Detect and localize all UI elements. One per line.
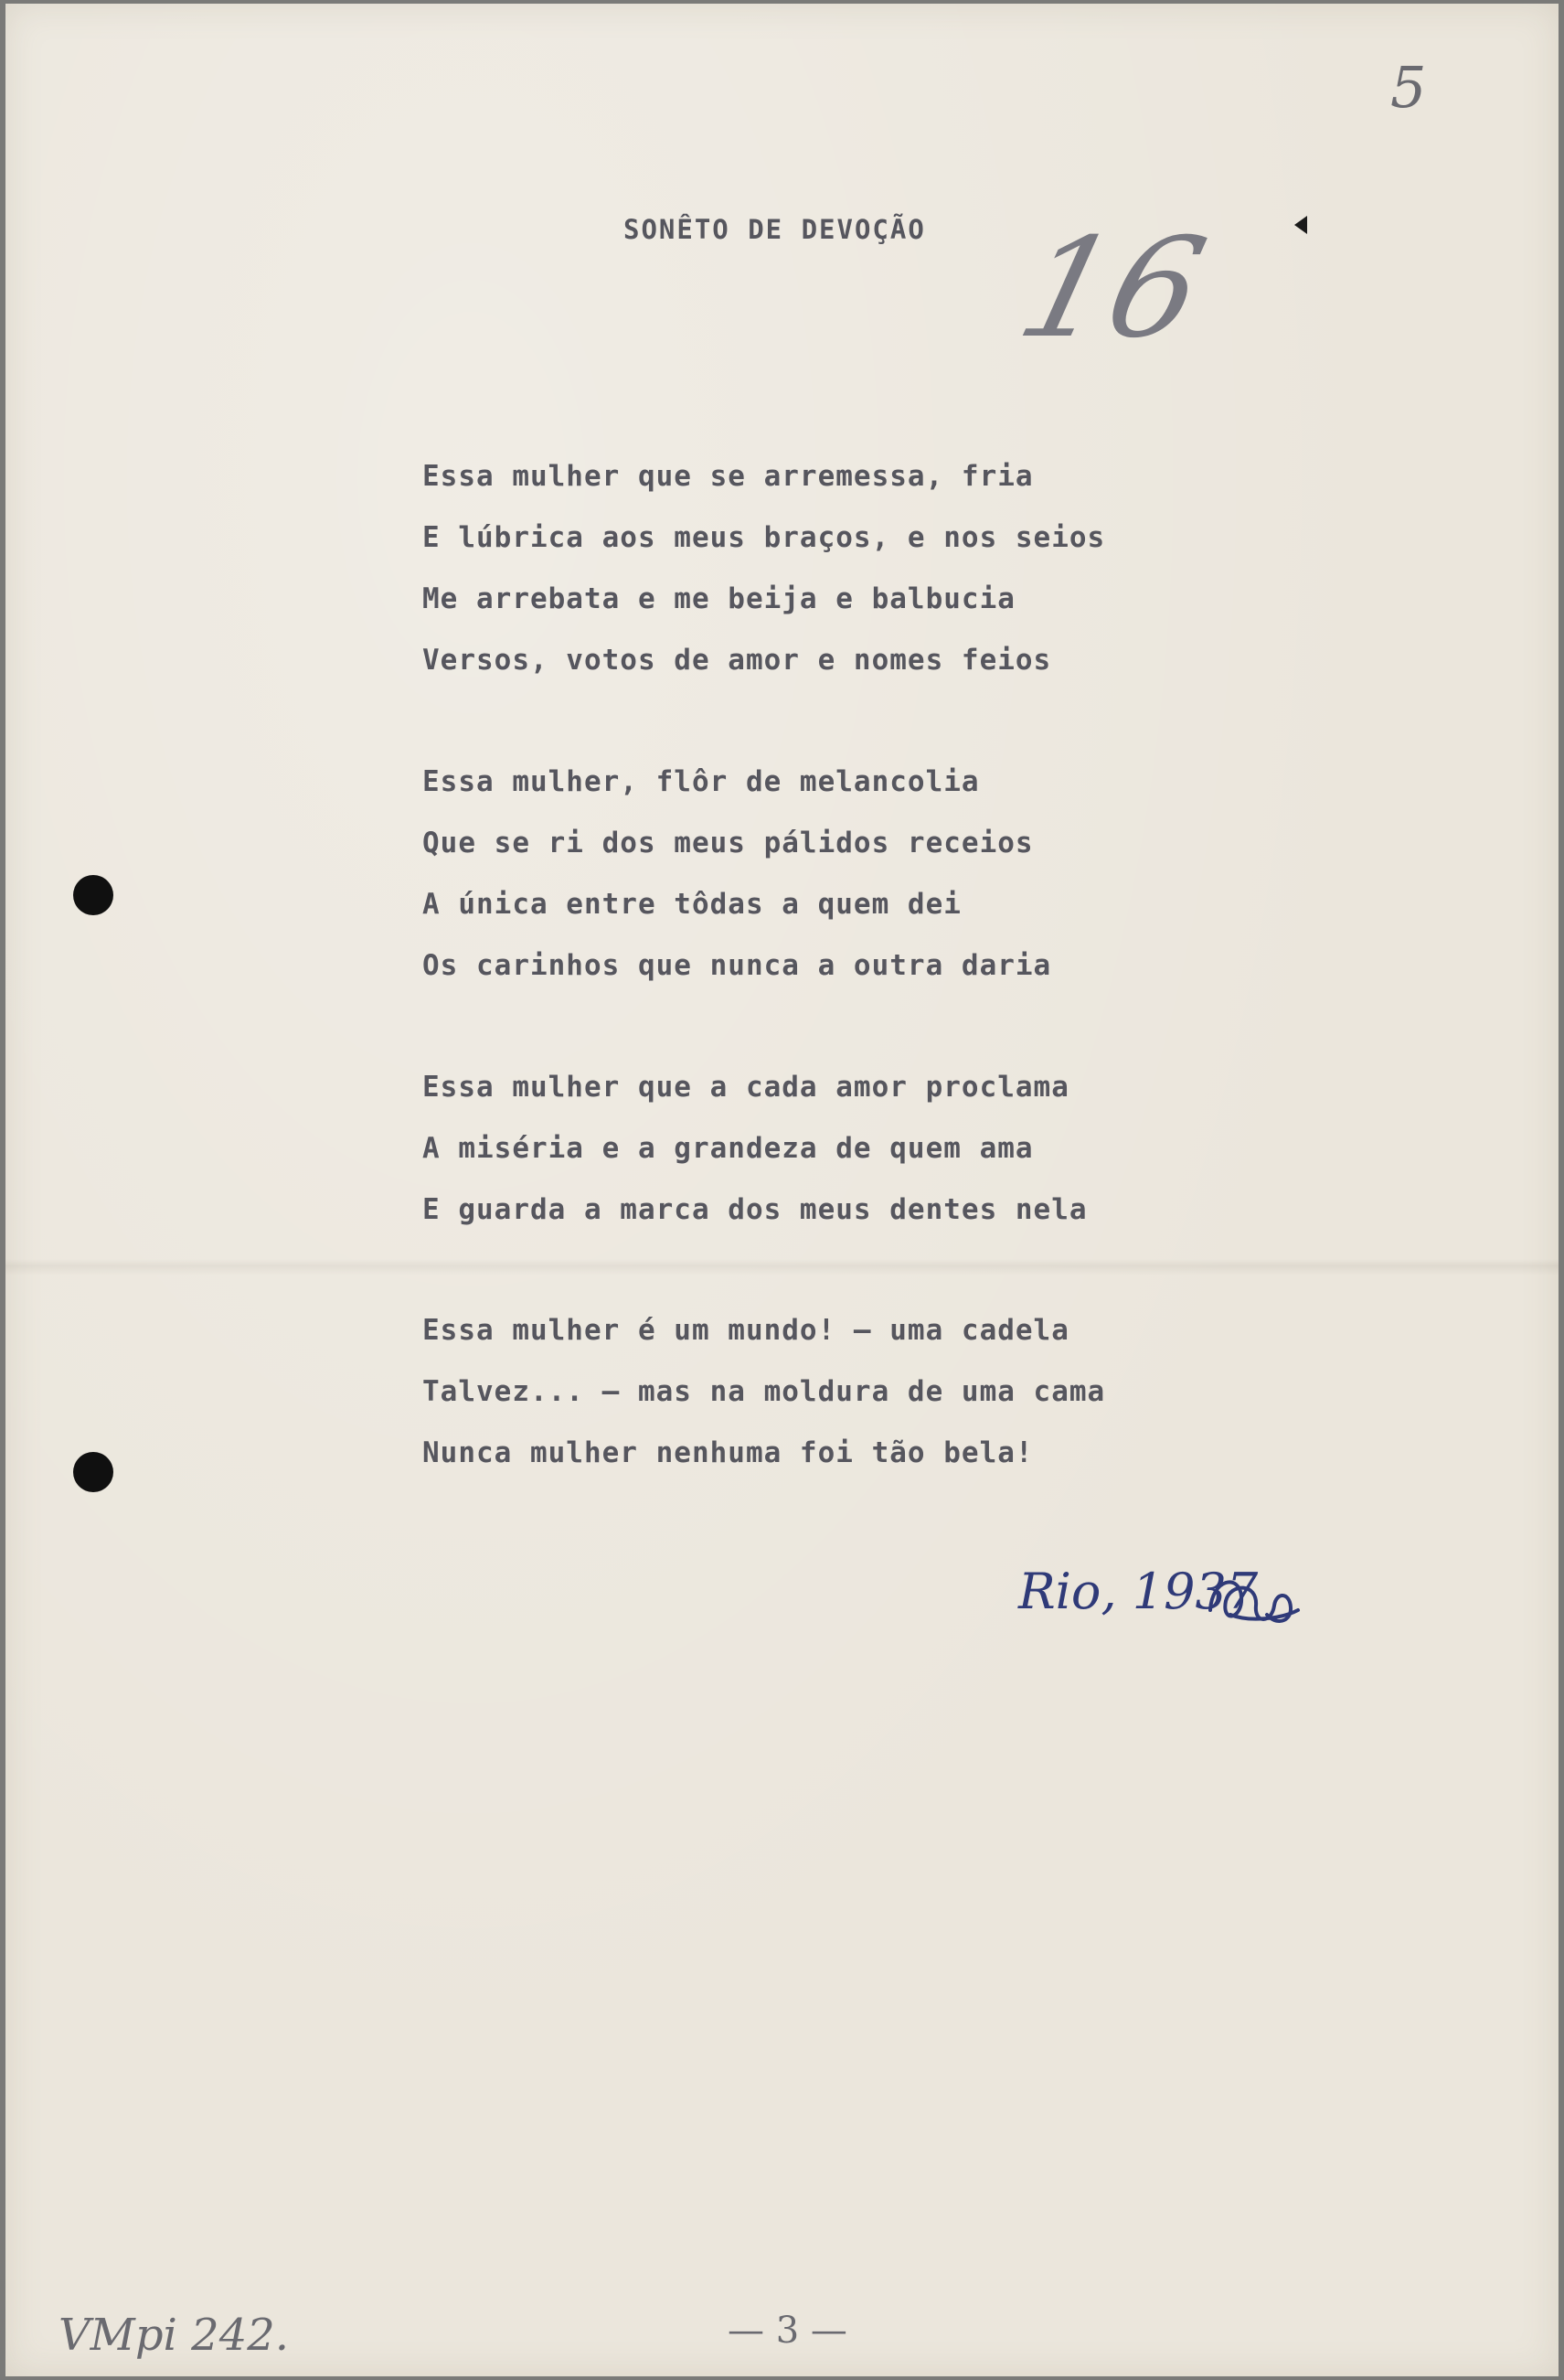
verse-line: Nunca mulher nenhuma foi tão bela!: [422, 1436, 1034, 1469]
verse-line: Essa mulher que a cada amor proclama: [422, 1071, 1069, 1104]
corner-page-number: 5: [1390, 54, 1427, 121]
verse-line: Essa mulher que se arremessa, fria: [422, 460, 1034, 493]
stanza-1: [422, 446, 1105, 691]
verse-line: A miséria e a grandeza de quem ama: [422, 1132, 1034, 1165]
sheet-number: 16: [1005, 209, 1219, 368]
stanza-3: [422, 1057, 1088, 1241]
signature-place-date: Rio, 1937: [1018, 1563, 1259, 1620]
punch-hole-upper: [73, 875, 113, 915]
verse-line: Que se ri dos meus pálidos receios: [422, 827, 1034, 859]
stanza-2: [422, 752, 1051, 997]
verse-line: E guarda a marca dos meus dentes nela: [422, 1193, 1088, 1226]
verse-line: Versos, votos de amor e nomes feios: [422, 644, 1052, 677]
document-sheet: [5, 4, 1559, 2376]
poem-title: SONÊTO DE DEVOÇÃO: [623, 214, 926, 245]
verse-line: Os carinhos que nunca a outra daria: [422, 949, 1052, 982]
corner-tab-icon: [1294, 216, 1307, 234]
page-number: — 3 —: [728, 2310, 847, 2352]
punch-hole-lower: [73, 1452, 113, 1492]
verse-line: Essa mulher, flôr de melancolia: [422, 765, 980, 798]
stanza-4: [422, 1300, 1105, 1484]
verse-line: E lúbrica aos meus braços, e nos seios: [422, 521, 1106, 554]
archive-note: VMpi 242.: [59, 2310, 290, 2361]
signature-scribble-icon: [1203, 1569, 1303, 1633]
verse-line: A única entre tôdas a quem dei: [422, 888, 962, 921]
verse-line: Essa mulher é um mundo! — uma cadela: [422, 1314, 1069, 1347]
verse-line: Me arrebata e me beija e balbucia: [422, 582, 1016, 615]
verse-line: Talvez... — mas na moldura de uma cama: [422, 1375, 1106, 1408]
